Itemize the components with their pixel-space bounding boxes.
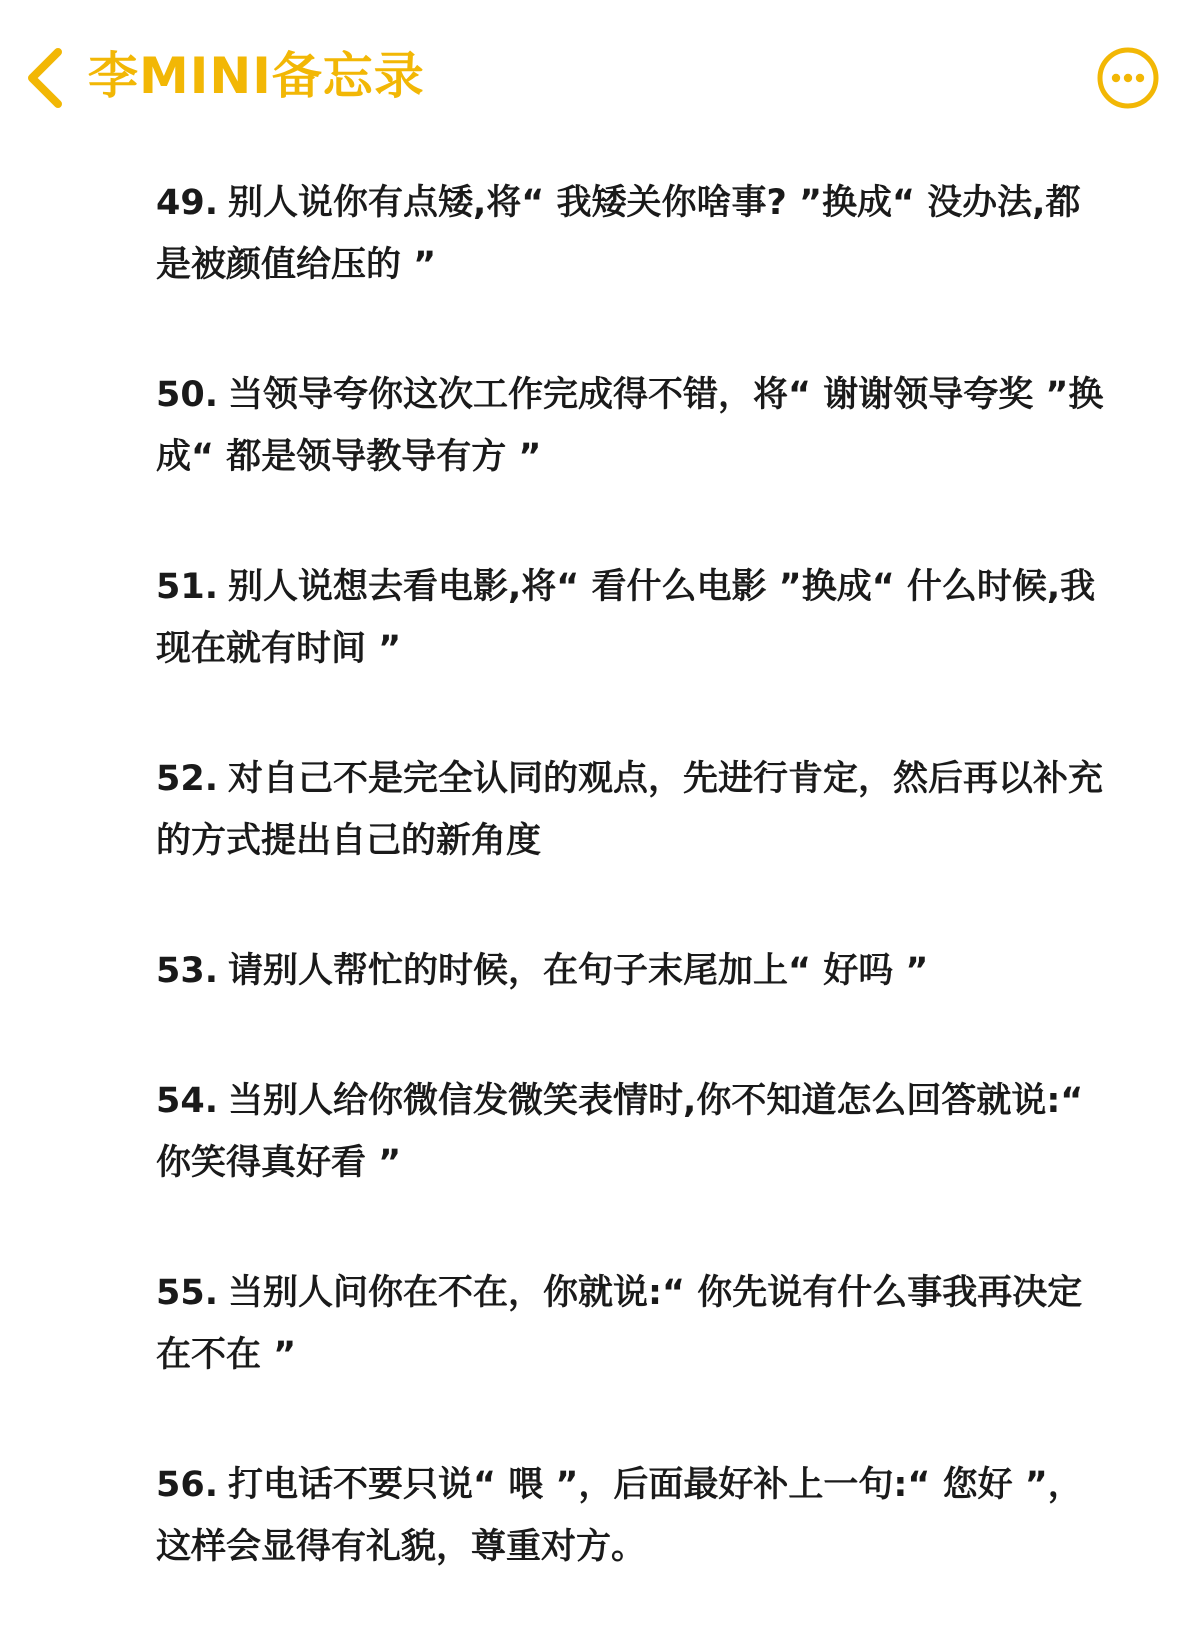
note-text: 别人说你有点矮,将“ 我矮关你啥事? ”换成“ 没办法,都是被颜值给压的 ” [156,183,1081,285]
note-number: 50. [156,375,219,415]
note-text: 别人说想去看电影,将“ 看什么电影 ”换成“ 什么时候,我现在就有时间 ” [156,567,1096,669]
note-number: 53. [156,951,219,991]
note-text: 对自己不是完全认同的观点，先进行肯定，然后再以补充的方式提出自己的新角度 [156,759,1104,861]
more-options-button[interactable] [1096,46,1160,110]
note-text: 当别人给你微信发微笑表情时,你不知道怎么回答就说:“ 你笑得真好看 ” [156,1081,1084,1183]
note-text: 请别人帮忙的时候，在句子末尾加上“ 好吗 ” [228,951,929,991]
note-number: 52. [156,759,219,799]
note-item [156,172,1106,296]
note-number: 55. [156,1273,219,1313]
note-item [156,1262,1106,1386]
note-item [156,1454,1106,1578]
note-number: 56. [156,1465,219,1505]
note-text: 打电话不要只说“ 喂 ”，后面最好补上一句:“ 您好 ”，这样会显得有礼貌，尊重对方。 [156,1465,1083,1567]
note-text: 当别人问你在不在，你就说:“ 你先说有什么事我再决定在不在 ” [156,1273,1083,1375]
note-number: 49. [156,183,219,223]
note-list [156,172,1106,1646]
note-number: 51. [156,567,219,607]
note-text: 当领导夸你这次工作完成得不错，将“ 谢谢领导夸奖 ”换成“ 都是领导教导有方 ” [156,375,1104,477]
note-item [156,748,1106,872]
note-item [156,1070,1106,1194]
back-button[interactable] [20,46,72,110]
note-item [156,364,1106,488]
app-header [0,0,1200,150]
chevron-left-icon [20,46,72,110]
note-item [156,556,1106,680]
note-item [156,940,1106,1002]
page-title: 李MINI备忘录 [88,47,425,105]
note-number: 54. [156,1081,219,1121]
more-horizontal-icon [1096,46,1160,110]
